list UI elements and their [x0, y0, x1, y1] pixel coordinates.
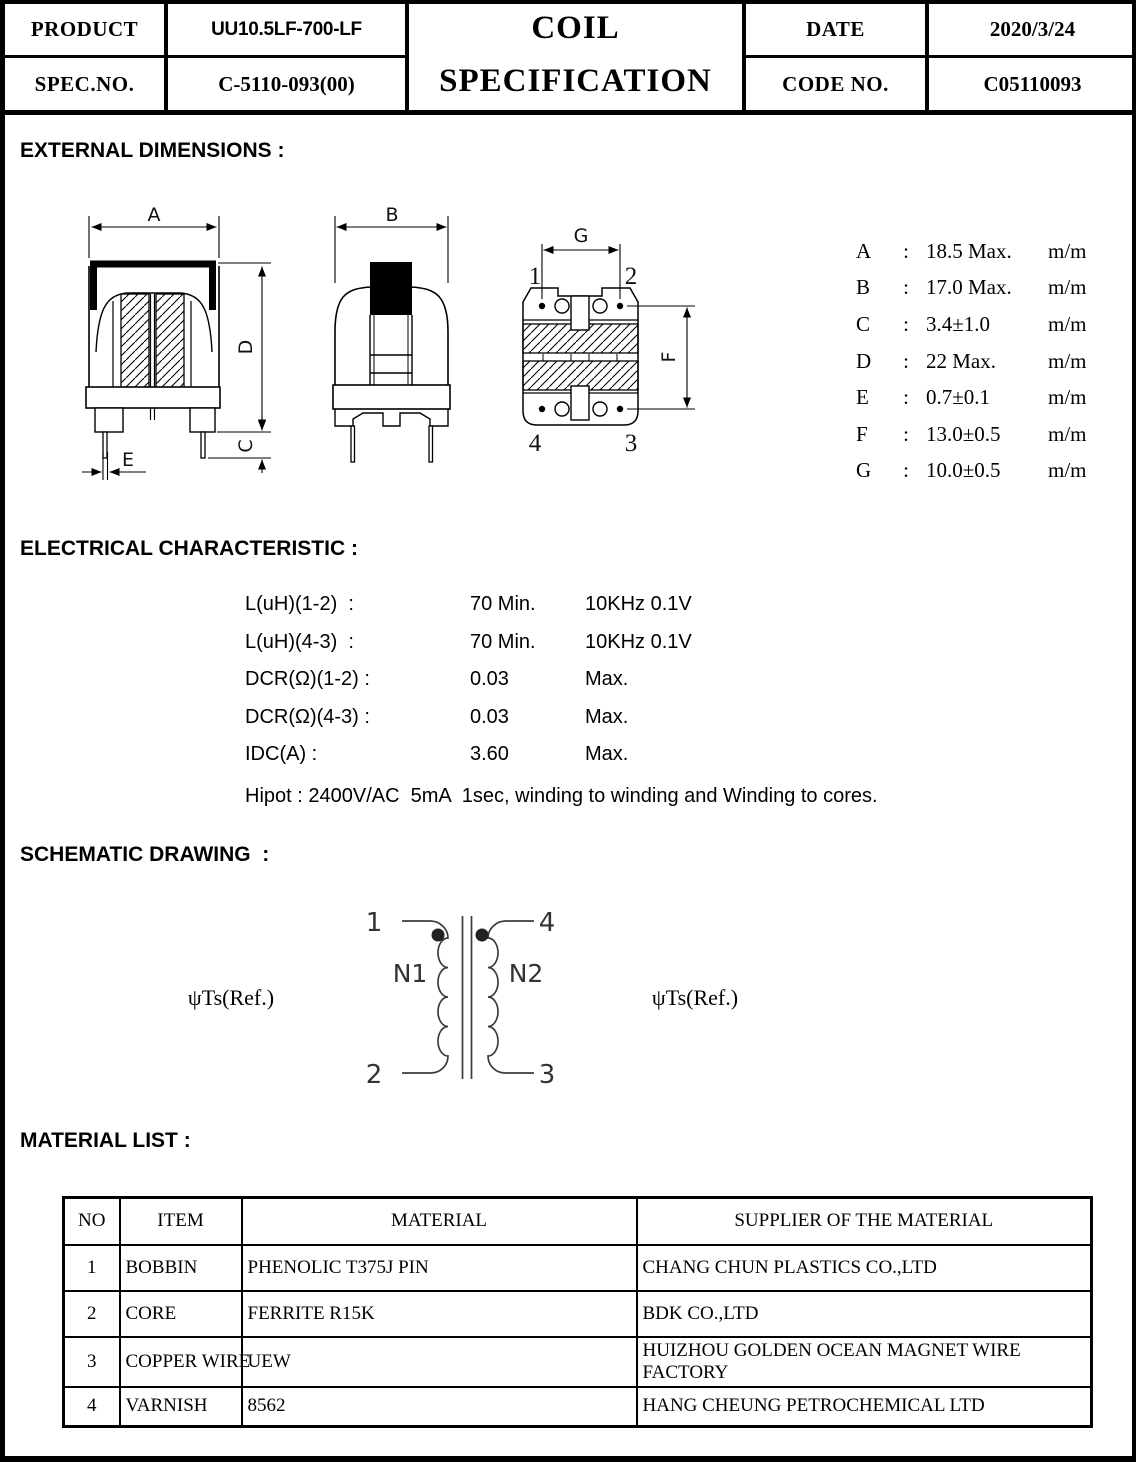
- elec-condition: Max.: [585, 743, 629, 766]
- material-item: VARNISH: [120, 1387, 242, 1427]
- dim-unit: m/m: [1048, 421, 1087, 446]
- dim-value: 0.7±0.1: [926, 385, 991, 410]
- dim-letter: D: [856, 348, 872, 373]
- document-title-line1: COIL: [531, 10, 620, 46]
- material-material: UEW: [242, 1337, 637, 1387]
- material-supplier: BDK CO.,LTD: [637, 1291, 1092, 1337]
- material-no: 3: [64, 1337, 120, 1387]
- dim-unit: m/m: [1048, 275, 1087, 300]
- bottom-view-pin1-label: 1: [528, 263, 542, 290]
- schematic-drawing: [340, 890, 600, 1100]
- material-material: PHENOLIC T375J PIN: [242, 1245, 637, 1291]
- elec-condition: Max.: [585, 668, 629, 691]
- dim-colon: :: [903, 458, 909, 483]
- elec-value: 70 Min.: [470, 630, 536, 653]
- dim-unit: m/m: [1048, 348, 1087, 373]
- code-no-label: CODE NO.: [782, 71, 889, 96]
- dim-label-G: G: [573, 225, 589, 247]
- section-external-dimensions: EXTERNAL DIMENSIONS :: [20, 139, 285, 162]
- dim-letter: C: [856, 311, 871, 336]
- turns-ref-right: ψTs(Ref.): [651, 985, 739, 1010]
- transformer-symbol: [402, 916, 534, 1079]
- dim-letter: F: [856, 421, 868, 446]
- material-list-table: [62, 1196, 1093, 1428]
- material-item: CORE: [120, 1291, 242, 1337]
- dim-unit: m/m: [1048, 238, 1087, 263]
- dimension-row: [856, 306, 1094, 343]
- electrical-row: [245, 736, 878, 774]
- dim-value: 3.4±1.0: [926, 311, 991, 336]
- turns-ref-left: ψTs(Ref.): [187, 985, 275, 1010]
- bottom-view: [523, 288, 638, 425]
- spec-no-value: C-5110-093(00): [218, 71, 355, 96]
- material-supplier: HUIZHOU GOLDEN OCEAN MAGNET WIRE FACTORY: [637, 1337, 1092, 1387]
- external-dimensions-drawing: [0, 180, 760, 520]
- winding-n2: [488, 921, 534, 1073]
- core-lines: [463, 916, 472, 1079]
- dim-label-C: C: [235, 439, 257, 453]
- material-item: COPPER WIRE: [120, 1337, 242, 1387]
- electrical-row: [245, 624, 878, 662]
- col-header-item: ITEM: [120, 1198, 242, 1245]
- dim-value: 10.0±0.5: [926, 458, 1001, 483]
- product-value: UU10.5LF-700-LF: [211, 18, 362, 40]
- section-material-list: MATERIAL LIST :: [20, 1129, 191, 1152]
- schematic-pin1-label: 1: [365, 908, 383, 938]
- material-row: [64, 1337, 1092, 1387]
- polarity-dot-n2: [476, 929, 489, 942]
- dimension-row: [856, 233, 1094, 270]
- material-no: 4: [64, 1387, 120, 1427]
- electrical-row: [245, 586, 878, 624]
- elec-param: L(uH)(4-3) :: [245, 630, 354, 653]
- dim-letter: B: [856, 275, 871, 300]
- dim-colon: :: [903, 348, 909, 373]
- dim-unit: m/m: [1048, 458, 1087, 483]
- side-view: [333, 262, 450, 462]
- document-title-line2: SPECIFICATION: [439, 63, 712, 99]
- product-label: PRODUCT: [30, 17, 139, 41]
- dimension-row: [856, 343, 1094, 380]
- bottom-view-pin2-label: 2: [624, 263, 638, 290]
- dim-letter: G: [856, 458, 872, 483]
- dim-label-D: D: [235, 339, 257, 355]
- hipot-note: Hipot : 2400V/AC 5mA 1sec, winding to winding and Winding to cores.: [245, 784, 878, 807]
- material-header-row: [64, 1198, 1092, 1245]
- dim-colon: :: [903, 385, 909, 410]
- elec-param: DCR(Ω)(1-2) :: [245, 668, 370, 691]
- electrical-row: [245, 661, 878, 699]
- front-view: [86, 264, 220, 458]
- material-material: FERRITE R15K: [242, 1291, 637, 1337]
- dim-label-B: B: [385, 204, 399, 226]
- schematic-pin4-label: 4: [538, 908, 556, 938]
- elec-condition: 10KHz 0.1V: [585, 593, 692, 616]
- dim-letter: E: [856, 385, 869, 410]
- elec-param: IDC(A) :: [245, 743, 318, 766]
- material-supplier: HANG CHEUNG PETROCHEMICAL LTD: [637, 1387, 1092, 1427]
- material-no: 2: [64, 1291, 120, 1337]
- bottom-view-pin3-label: 3: [624, 430, 638, 457]
- dimension-row: [856, 416, 1094, 453]
- elec-value: 0.03: [470, 668, 509, 691]
- elec-value: 0.03: [470, 705, 509, 728]
- header-divider: [0, 110, 1136, 115]
- dimension-row: [856, 453, 1094, 490]
- elec-condition: Max.: [585, 705, 629, 728]
- material-row: [64, 1291, 1092, 1337]
- elec-param: DCR(Ω)(4-3) :: [245, 705, 370, 728]
- material-row: [64, 1245, 1092, 1291]
- dimension-list: [856, 233, 1094, 489]
- bottom-view-pin4-label: 4: [528, 430, 542, 457]
- elec-value: 70 Min.: [470, 593, 536, 616]
- dimension-row: [856, 270, 1094, 307]
- dim-label-E: E: [121, 449, 135, 471]
- electrical-row: [245, 699, 878, 737]
- schematic-pin3-label: 3: [538, 1060, 556, 1090]
- dim-value: 17.0 Max.: [926, 275, 1012, 300]
- col-header-material: MATERIAL: [242, 1198, 637, 1245]
- col-header-no: NO: [64, 1198, 120, 1245]
- material-material: 8562: [242, 1387, 637, 1427]
- dim-unit: m/m: [1048, 385, 1087, 410]
- material-row: [64, 1387, 1092, 1427]
- schematic-pin2-label: 2: [365, 1060, 383, 1090]
- dim-colon: :: [903, 238, 909, 263]
- polarity-dot-n1: [432, 929, 445, 942]
- dimension-row: [856, 379, 1094, 416]
- dim-value: 22 Max.: [926, 348, 996, 373]
- winding-n2-label: N2: [508, 959, 544, 988]
- spec-no-label: SPEC.NO.: [34, 71, 135, 96]
- date-value: 2020/3/24: [989, 17, 1076, 41]
- dim-label-F: F: [658, 351, 680, 363]
- dim-colon: :: [903, 311, 909, 336]
- date-label: DATE: [806, 17, 865, 41]
- dim-label-A: A: [147, 204, 161, 226]
- elec-value: 3.60: [470, 743, 509, 766]
- section-schematic-drawing: SCHEMATIC DRAWING :: [20, 843, 270, 866]
- col-header-supplier: SUPPLIER OF THE MATERIAL: [637, 1198, 1092, 1245]
- elec-condition: 10KHz 0.1V: [585, 630, 692, 653]
- electrical-characteristics: [245, 586, 878, 815]
- winding-n1: [402, 921, 448, 1073]
- material-no: 1: [64, 1245, 120, 1291]
- elec-param: L(uH)(1-2) :: [245, 593, 354, 616]
- dim-colon: :: [903, 421, 909, 446]
- dim-colon: :: [903, 275, 909, 300]
- section-electrical-characteristic: ELECTRICAL CHARACTERISTIC :: [20, 537, 358, 560]
- dim-unit: m/m: [1048, 311, 1087, 336]
- dim-letter: A: [856, 238, 872, 263]
- material-item: BOBBIN: [120, 1245, 242, 1291]
- dim-value: 18.5 Max.: [926, 238, 1012, 263]
- dim-value: 13.0±0.5: [926, 421, 1001, 446]
- code-no-value: C05110093: [983, 71, 1082, 96]
- material-supplier: CHANG CHUN PLASTICS CO.,LTD: [637, 1245, 1092, 1291]
- winding-n1-label: N1: [392, 959, 428, 988]
